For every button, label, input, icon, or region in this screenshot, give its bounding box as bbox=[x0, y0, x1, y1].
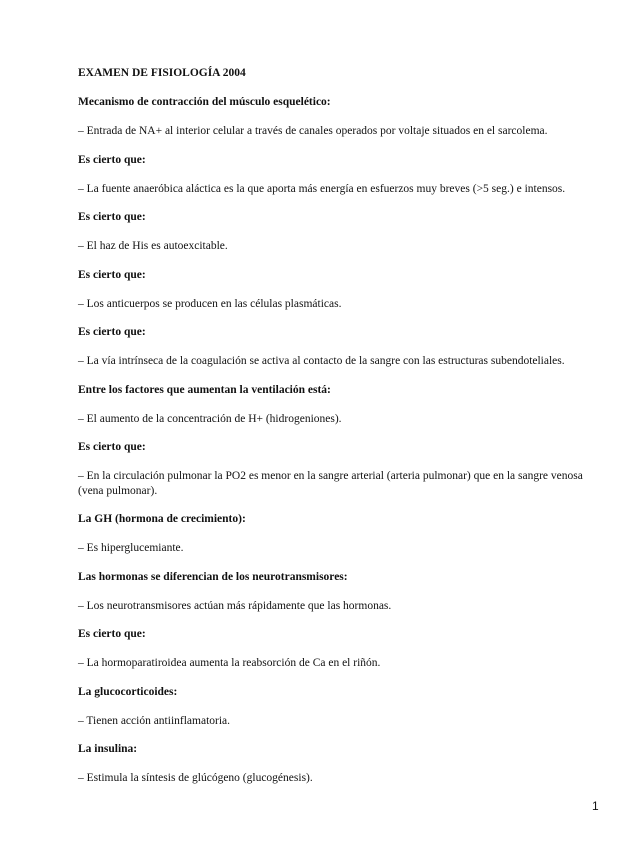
answer-text: – La hormoparatiroidea aumenta la reabsorción de Ca en el riñón. bbox=[78, 657, 381, 669]
answer-text: – Los anticuerpos se producen en las células plasmáticas. bbox=[78, 297, 342, 310]
answer-text: – El aumento de la concentración de H+ (hidrogeniones). bbox=[78, 412, 342, 425]
qa-item bbox=[78, 268, 603, 312]
qa-item bbox=[78, 742, 603, 786]
question-text: Es cierto que: bbox=[78, 628, 146, 640]
question-text: Es cierto que: bbox=[78, 326, 146, 338]
question-text: Entre los factores que aumentan la ventilación está: bbox=[78, 383, 331, 396]
qa-item bbox=[78, 325, 603, 369]
qa-item bbox=[78, 383, 603, 427]
answer-text: – El haz de His es autoexcitable. bbox=[78, 240, 228, 252]
answer-text: – Es hiperglucemiante. bbox=[78, 542, 184, 554]
document-body bbox=[78, 66, 603, 800]
qa-item bbox=[78, 440, 603, 498]
question-text: La glucocorticoides: bbox=[78, 685, 178, 698]
answer-text: – Tienen acción antiinflamatoria. bbox=[78, 714, 231, 727]
page-number: 1 bbox=[592, 799, 599, 813]
answer-text: – En la circulación pulmonar la PO2 es menor en la sangre arterial (arteria pulmonar) que en la sangre venosa (vena pulmonar). bbox=[78, 470, 583, 497]
answer-text: – Los neurotransmisores actúan más rápidamente que las hormonas. bbox=[78, 599, 392, 612]
qa-item bbox=[78, 512, 603, 556]
answer-text: – La vía intrínseca de la coagulación se activa al contacto de la sangre con las estructuras subendoteliales. bbox=[78, 355, 565, 367]
question-text: Las hormonas se diferencian de los neurotransmisores: bbox=[78, 570, 348, 583]
question-text: La insulina: bbox=[78, 743, 138, 755]
question-text: Es cierto que: bbox=[78, 211, 146, 223]
qa-item bbox=[78, 627, 603, 671]
qa-item bbox=[78, 95, 603, 139]
qa-item bbox=[78, 153, 603, 197]
answer-text: – Entrada de NA+ al interior celular a través de canales operados por voltaje situados en el sarcolema. bbox=[78, 125, 548, 137]
qa-item bbox=[78, 570, 603, 614]
question-text: Es cierto que: bbox=[78, 441, 146, 453]
question-text: Es cierto que: bbox=[78, 268, 146, 281]
question-text: Es cierto que: bbox=[78, 153, 146, 166]
qa-item bbox=[78, 685, 603, 729]
question-text: Mecanismo de contracción del músculo esquelético: bbox=[78, 96, 331, 108]
answer-text: – Estimula la síntesis de glúcógeno (glucogénesis). bbox=[78, 772, 313, 784]
answer-text: – La fuente anaeróbica aláctica es la que aporta más energía en esfuerzos muy breves (>5 seg.) e intensos. bbox=[78, 182, 566, 195]
qa-item bbox=[78, 210, 603, 254]
document-title: EXAMEN DE FISIOLOGÍA 2004 bbox=[78, 67, 246, 79]
question-text: La GH (hormona de crecimiento): bbox=[78, 513, 246, 525]
